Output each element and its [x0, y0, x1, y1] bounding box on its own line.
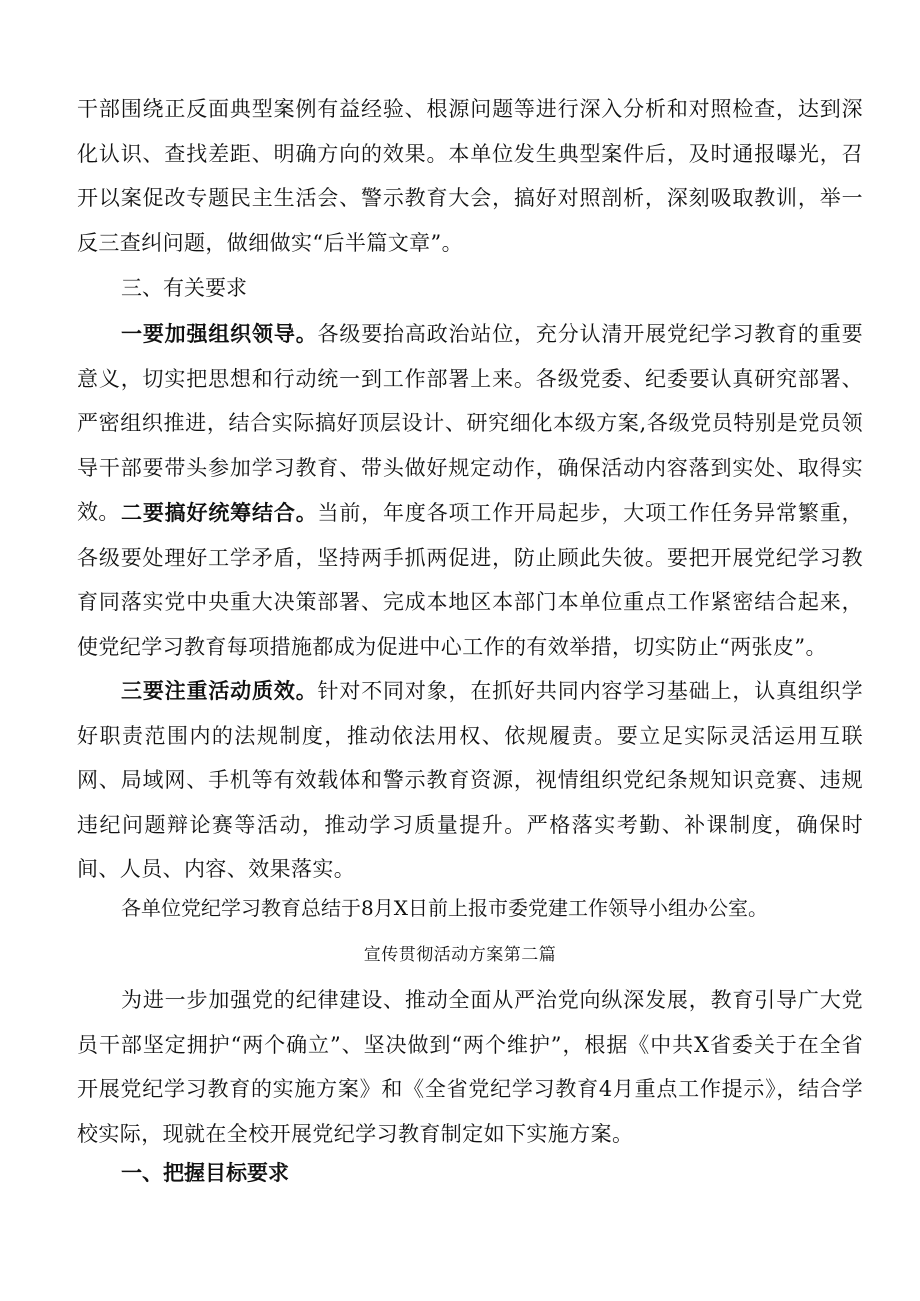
requirement-one-lead: 一要加强组织领导。 [121, 322, 318, 346]
section-three-heading: 三、有关要求 [121, 276, 247, 300]
section-one-heading: 一、把握目标要求 [121, 1161, 289, 1185]
deadline-note: 各单位党纪学习教育总结于8月X日前上报市委党建工作领导小组办公室。 [121, 896, 768, 920]
second-article-intro: 为进一步加强党的纪律建设、推动全面从严治党向纵深发展，教育引导广大党员干部坚定拥护“两个确立”、坚决做到“两个维护”，根据《中共X省委关于在全省开展党纪学习教育的实施方案》和《全省党纪学习教育4月重点工作提示》，结合学校实际，现就在全校开展党纪学习教育制定如下实施方案。 [77, 988, 863, 1146]
requirement-three-paragraph [77, 669, 863, 892]
intro-paragraph: 干部围绕正反面典型案例有益经验、根源问题等进行深入分析和对照检查，达到深化认识、查找差距、明确方向的效果。本单位发生典型案件后，及时通报曝光，召开以案促改专题民主生活会、警示教育大会，搞好对照剖析，深刻吸取教训，举一反三查纠问题，做细做实“后半篇文章”。 [77, 97, 863, 255]
requirement-three-lead: 三要注重活动质效。 [121, 679, 318, 703]
requirement-two-body: 当前，年度各项工作开局起步，大项工作任务异常繁重，各级要处理好工学矛盾，坚持两手抓两促进，防止顾此失彼。要把开展党纪学习教育同落实党中央重大决策部署、完成本地区本部门本单位重点工作紧密结合起来，使党纪学习教育每项措施都成为促进中心工作的有效举措，切实防止“两张皮”。 [77, 501, 863, 659]
requirement-one-body: 各级要抬高政治站位，充分认清开展党纪学习教育的重要意义，切实把思想和行动统一到工作部署上来。各级党委、纪委要认真研究部署、严密组织推进，结合实际搞好顶层设计、研究细化本级方案,各级党员特别是党员领导干部要带头参加学习教育、带头做好规定动作，确保活动内容落到实处、取得实效。 [77, 322, 863, 524]
requirement-two-paragraph [77, 491, 863, 669]
requirement-three-body: 针对不同对象，在抓好共同内容学习基础上，认真组织学好职责范围内的法规制度，推动依法用权、依规履责。要立足实际灵活运用互联网、局域网、手机等有效载体和警示教育资源，视情组织党纪条规知识竞赛、违规违纪问题辩论赛等活动，推动学习质量提升。严格落实考勤、补课制度，确保时间、人员、内容、效果落实。 [77, 679, 863, 881]
second-article-title: 宣传贯彻活动方案第二篇 [363, 945, 557, 965]
requirement-two-lead: 二要搞好统筹结合。 [121, 501, 318, 525]
